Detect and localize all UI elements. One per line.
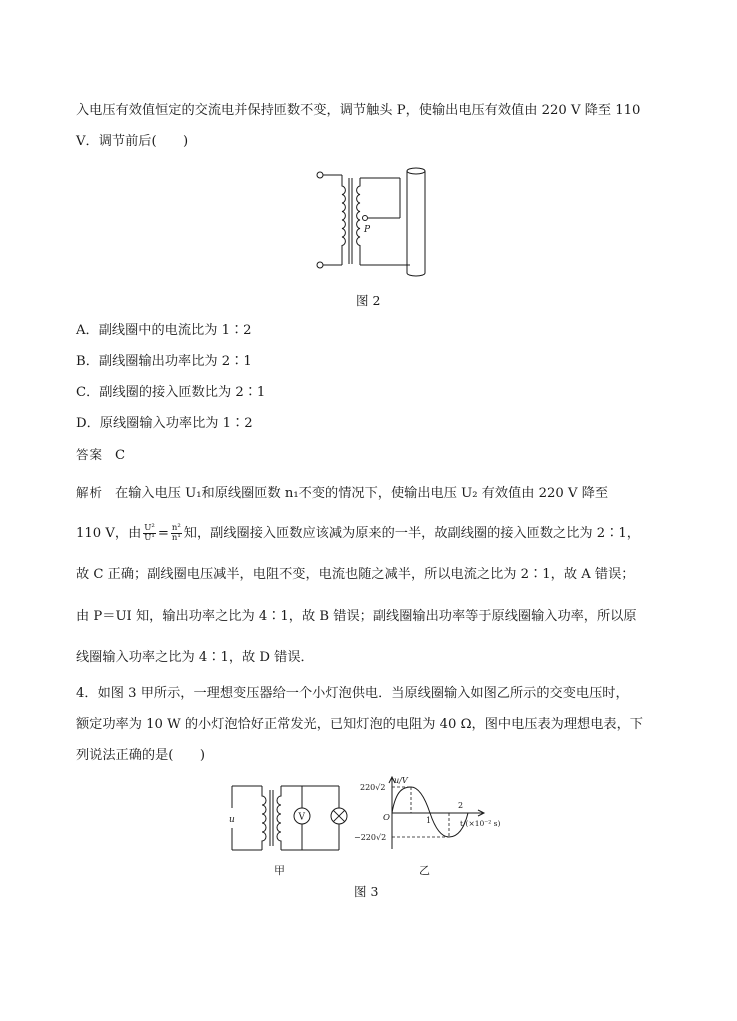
voltmeter-label: V: [298, 812, 305, 823]
fraction-u-denominator: U¹: [144, 533, 155, 543]
fraction-n-denominator: n¹: [171, 533, 181, 543]
fraction-u-numerator: U²: [144, 523, 155, 533]
figure-3-caption: 图 3: [354, 884, 379, 899]
analysis-line-3: 故 C 正确；副线圈电压减半，电阻不变，电流也随之减半，所以电流之比为 2∶1，故 A 错误；: [76, 567, 635, 582]
analysis-line-4: 由 P＝UI 知，输出功率之比为 4∶1，故 B 错误；副线圈输出功率等于原线圈输入功率，所以原: [76, 609, 637, 624]
option-a: A．副线圈中的电流比为 1∶2: [76, 323, 252, 338]
figure-2-caption: 图 2: [356, 293, 381, 308]
analysis-text-1: 在输入电压 U₁和原线圈匝数 n₁不变的情况下，使输出电压 U₂ 有效值由 220 V 降至: [115, 486, 609, 501]
option-b: B．副线圈输出功率比为 2∶1: [76, 354, 252, 369]
y-max-label: 220√2: [360, 783, 386, 792]
figure-3-yi-graph: [346, 773, 518, 853]
fraction-u-ratio: [143, 524, 156, 543]
y-min-label: −220√2: [354, 833, 387, 842]
answer-value: C: [115, 448, 126, 463]
answer-line: [76, 446, 125, 465]
option-d: D．原线圈输入功率比为 1∶2: [76, 416, 253, 431]
q4-line-2: 额定功率为 10 W 的小灯泡恰好正常发光，已知灯泡的电阻为 40 Ω，图中电压表为理想电表，下: [76, 717, 643, 732]
figure-3-yi-caption: 乙: [419, 864, 430, 877]
q4-line-1: 4．如图 3 甲所示，一理想变压器给一个小灯泡供电．当原线圈输入如图乙所示的交变电压时，: [76, 686, 629, 701]
analysis-line-1: [76, 484, 608, 503]
analysis-line-2: [76, 520, 640, 548]
figure-2-p-label: P: [364, 225, 371, 235]
option-c: C．副线圈的接入匝数比为 2∶1: [76, 385, 266, 400]
q3-stem-line-1: 入电压有效值恒定的交流电并保持匝数不变，调节触头 P，使输出电压有效值由 220 V 降至 110: [76, 103, 641, 118]
x-axis-label: t/(×10⁻² s): [460, 819, 501, 828]
q4-line-3: 列说法正确的是( ): [76, 748, 205, 763]
y-axis-label: u/V: [394, 776, 408, 785]
analysis-text-2-pre: 110 V，由: [76, 526, 142, 541]
q3-stem-line-2: V．调节前后( ): [76, 134, 189, 149]
fraction-n-ratio: [171, 524, 182, 543]
x-tick-1-label: 1: [426, 816, 432, 825]
analysis-line-5: 线圈输入功率之比为 4∶1，故 D 错误．: [76, 650, 314, 665]
analysis-text-2-post: 知，副线圈接入匝数应该减为原来的一半，故副线圈的接入匝数之比为 2∶1，: [183, 526, 640, 541]
fraction-n-numerator: n²: [171, 523, 181, 533]
origin-label: O: [383, 813, 390, 823]
answer-tag: 答案: [76, 447, 104, 462]
analysis-tag: 解析: [76, 485, 104, 500]
equals-sign: =: [157, 526, 169, 541]
figure-3-u-label: u: [229, 815, 235, 825]
figure-3-jia-caption: 甲: [274, 864, 285, 877]
figure-3-jia-circuit: [224, 778, 354, 858]
x-tick-2-label: 2: [458, 801, 464, 810]
figure-2-circuit: [310, 160, 440, 280]
